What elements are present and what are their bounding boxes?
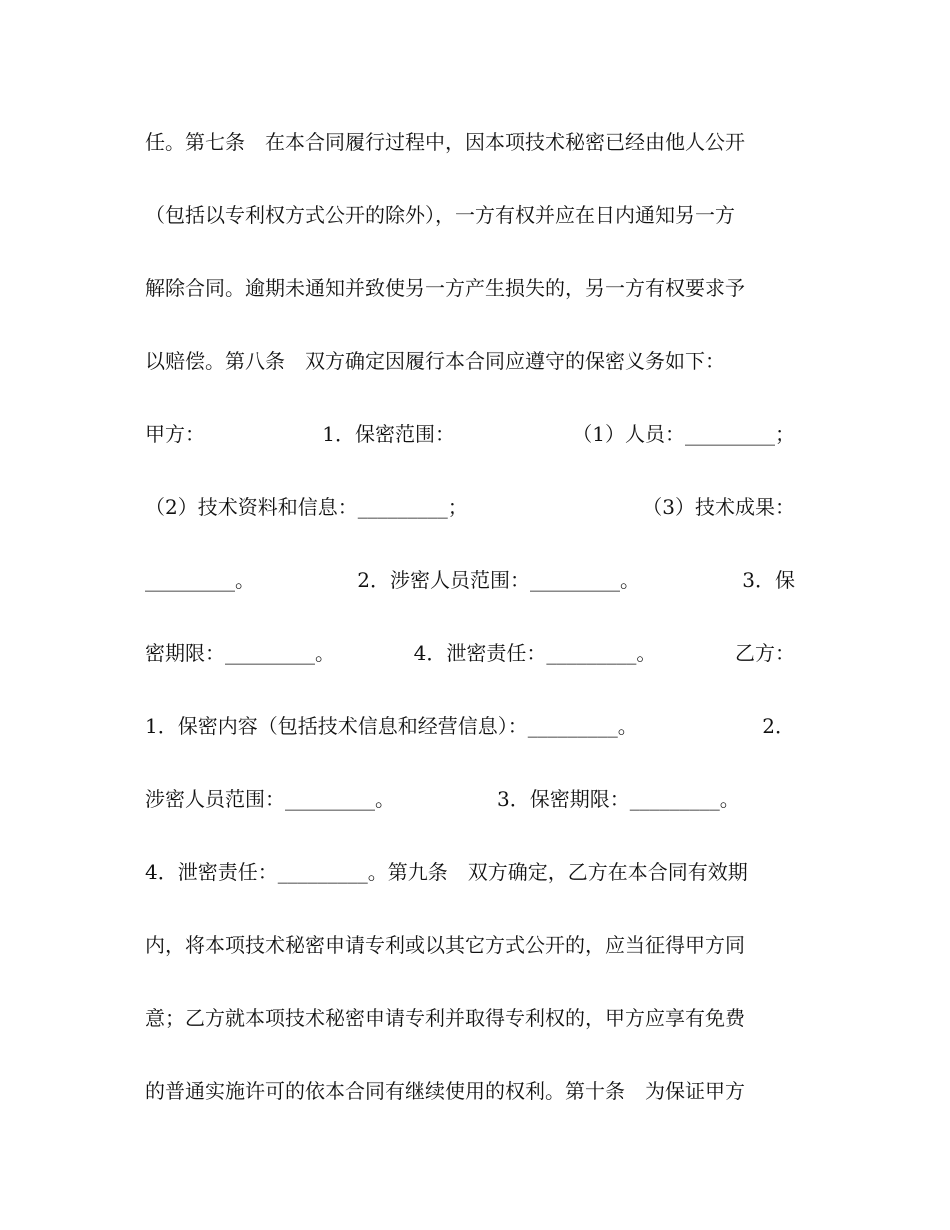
text-segment: 任。第七条 在本合同履行过程中，因本项技术秘密已经由他人公开 [145, 130, 745, 154]
text-segment: 涉密人员范围：_________。 [145, 787, 395, 811]
text-segment: 密期限：_________。 [145, 641, 335, 665]
text-segment: （包括以专利权方式公开的除外），一方有权并应在日内通知另一方 [145, 203, 735, 227]
text-segment: 解除合同。逾期未通知并致使另一方产生损失的，另一方有权要求予 [145, 276, 745, 300]
text-line-8 [145, 633, 795, 673]
text-segment: 意；乙方就本项技术秘密申请专利并取得专利权的，甲方应享有免费 [145, 1006, 745, 1030]
text-segment: 3．保密期限：_________。 [497, 787, 740, 811]
text-line-9 [145, 706, 795, 746]
text-segment: 1．保密内容（包括技术信息和经营信息）：_________。 [145, 714, 638, 738]
text-line-10 [145, 779, 795, 819]
text-line-13 [145, 998, 795, 1038]
text-line-14 [145, 1071, 795, 1111]
text-segment: 2． [762, 714, 795, 738]
text-segment: （2）技术资料和信息：_________； [145, 495, 468, 519]
text-segment: 1．保密范围： [322, 422, 455, 446]
text-segment: 内，将本项技术秘密申请专利或以其它方式公开的，应当征得甲方同 [145, 933, 745, 957]
text-line-1 [145, 122, 795, 162]
text-line-6 [145, 487, 795, 527]
text-segment: 以赔偿。第八条 双方确定因履行本合同应遵守的保密义务如下： [145, 349, 725, 373]
text-segment: 的普通实施许可的依本合同有继续使用的权利。第十条 为保证甲方 [145, 1079, 745, 1103]
text-segment: 2．涉密人员范围：_________。 [357, 568, 640, 592]
text-segment: 4．泄密责任：_________。 [413, 641, 657, 665]
text-line-5 [145, 414, 795, 454]
text-segment: 3．保 [742, 568, 795, 592]
text-line-7 [145, 560, 795, 600]
text-segment: 甲方： [145, 422, 205, 446]
text-segment: _________。 [145, 568, 255, 592]
text-line-12 [145, 925, 795, 965]
text-line-3 [145, 268, 795, 308]
text-line-4 [145, 341, 795, 381]
text-segment: 4．泄密责任：_________。第九条 双方确定，乙方在本合同有效期 [145, 860, 748, 884]
text-line-11 [145, 852, 795, 892]
text-segment: （3）技术成果： [642, 495, 795, 519]
text-segment: 乙方： [734, 641, 795, 665]
text-line-2 [145, 195, 795, 235]
text-segment: （1）人员：_________； [572, 422, 795, 446]
